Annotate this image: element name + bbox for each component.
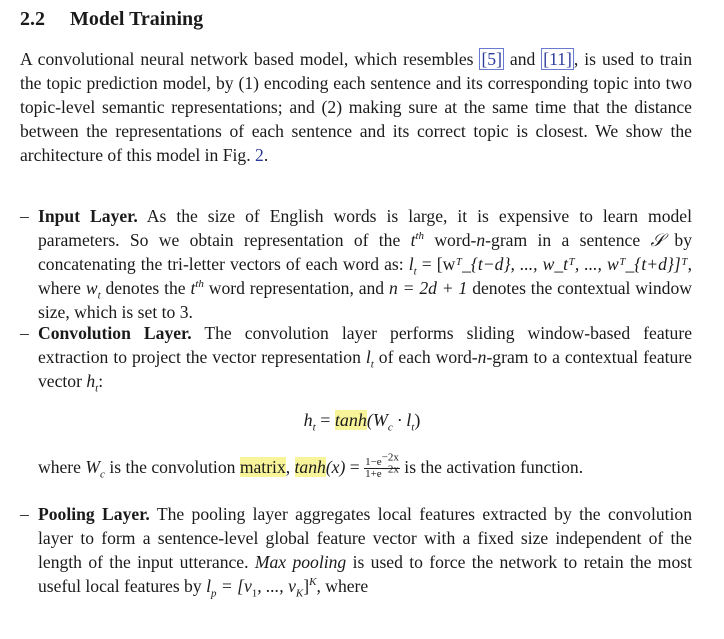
highlighted-term: matrix — [239, 457, 286, 477]
highlighted-term: tanh — [334, 410, 367, 430]
list-dash: – — [20, 323, 29, 343]
fraction: $\frac{1-e^{-2x}}{1+e^{-2x}}$ — [365, 451, 399, 481]
section-number: 2.2 — [20, 8, 45, 30]
item-label: Pooling Layer. — [38, 504, 150, 524]
intro-paragraph: A convolutional neural network based model, which resembles [5] and [11] , is used to train the topic prediction model, by (1) encoding each sentence and its corresponding topic into two topic-level semantic representations; and (2) making sure at the same time that the distance between the representations of each sentence and its correct topic is closest. We show the architecture of this model in Fig. 2. — [20, 49, 693, 166]
list-item-pooling-layer: – Pooling Layer. The pooling layer aggregates local features extracted by the convolution layer to form a sentence-level global feature vector with a fixed size independent of the length of the input utterance. Max pooling is used to force the network to retain the most useful local features by $l_p = [v_1$, ..., $v_K]^K$, where — [20, 504, 693, 600]
item-label: Input Layer. — [38, 206, 138, 226]
citation-link[interactable]: [11] — [543, 49, 572, 69]
section-title: Model Training — [70, 8, 204, 30]
list-dash: – — [20, 504, 29, 524]
item-label: Convolution Layer. — [38, 323, 192, 343]
list-item-convolution-layer: – Convolution Layer. The convolution layer performs sliding window-based feature extraction to project the vector representation $l_t$ of each word-n-gram to a contextual feature vector $h_t$: — [20, 323, 692, 395]
equation-explanation: where $W_c$ is the convolution matrix, tanh(x) = $\frac{1-e^{-2x}}{1+e^{-2x}}$ is the activation function. — [38, 451, 584, 481]
convolution-equation: $h_t = \tanh(W_c \cdot l_t)$ — [303, 410, 421, 434]
list-dash: – — [20, 206, 29, 226]
section-heading — [20, 6, 203, 32]
list-item-input-layer: – Input Layer. As the size of English words is large, it is expensive to learn model parameters. So we obtain representation of the $t^{th}$ word-n-gram in a sentence 𝒮 by concatenating the tri-letter vectors of each word as: $l_t$ = [wᵀ_{t−d}, ..., w_tᵀ, ..., wᵀ_{t+d}]ᵀ, where $w_t$ denotes the $t^{th}$ word representation, and n = 2d + 1 denotes the contextual window size, which is set to 3. — [20, 206, 692, 323]
citation-link[interactable]: [5] — [481, 49, 502, 69]
figure-reference-link[interactable]: 2 — [255, 145, 264, 166]
highlighted-term: tanh — [294, 457, 326, 477]
